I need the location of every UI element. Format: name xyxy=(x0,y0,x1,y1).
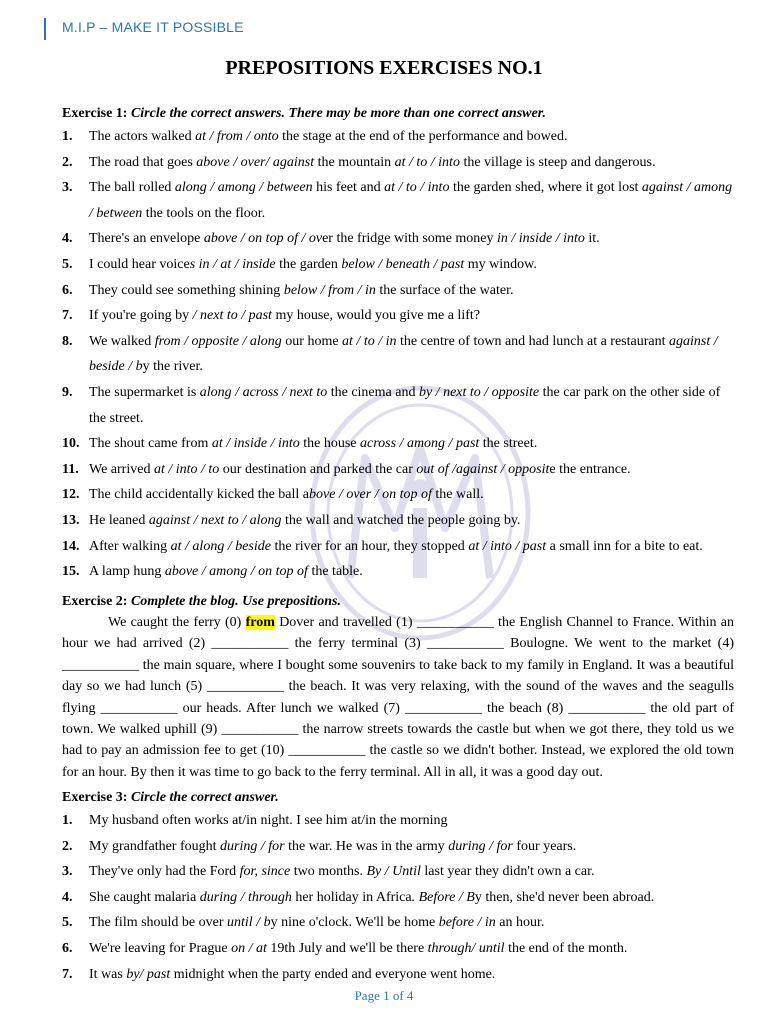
item-number: 4. xyxy=(62,889,73,905)
answer-options[interactable]: from / opposite / along xyxy=(154,333,282,349)
exercise-item xyxy=(62,252,734,278)
answer-options[interactable]: s in / at / inside xyxy=(189,256,276,272)
item-text: He leaned xyxy=(89,512,149,528)
item-text: They've only had the Ford xyxy=(89,864,240,880)
exercise-1-list xyxy=(62,124,734,585)
item-number: 15. xyxy=(62,564,80,580)
exercise-item xyxy=(62,431,734,457)
answer-options[interactable]: below / from / in xyxy=(283,282,376,298)
item-number: 2. xyxy=(62,838,73,854)
answer-options[interactable]: during / for xyxy=(220,838,285,854)
exercise-3-label: Exercise 3: xyxy=(62,790,128,805)
exercise-2-blog-text xyxy=(62,612,734,783)
item-number: 11. xyxy=(62,461,79,477)
item-text: the garden xyxy=(275,256,342,272)
exercise-item xyxy=(62,226,734,252)
answer-options[interactable]: against / among / between xyxy=(89,180,733,221)
exercise-item xyxy=(62,482,734,508)
item-text: They could see something shining xyxy=(89,282,284,298)
answer-options[interactable]: by/ past xyxy=(126,966,171,982)
item-text: We're leaving for Prague xyxy=(89,940,232,956)
answer-options[interactable]: during / for xyxy=(448,838,513,854)
item-text: The road that goes xyxy=(89,154,197,170)
item-number: 9. xyxy=(62,384,73,400)
item-text: the river for an hour, they stopped xyxy=(270,538,469,554)
answer-options[interactable]: at / to / into xyxy=(384,180,450,196)
item-number: 13. xyxy=(62,512,80,528)
item-number: 12. xyxy=(62,487,80,503)
item-text: my window. xyxy=(464,256,537,272)
item-text: the wall. xyxy=(431,487,484,503)
item-text: After walking xyxy=(89,538,171,554)
answer-options[interactable]: at / inside / into xyxy=(211,436,300,452)
blog-body: Dover and travelled (1) ___________ the English Channel to France. Within an hour we had arrived (2) ___________ the ferry terminal (3) ___________ Boulogne. We went to the market (4) ___________ the main square, where I bought some souvenirs to take back to my family in England. It was a beautiful day so we had lunch (5) ___________ the beach. It was very relaxing, with the sound of the waves and the seagulls flying ___________ our heads. After lunch we walked (7) ___________ the beach (8) ___________ the old part of town. We walked uphill (9) ___________ the narrow streets towards the castle but when we got there, they told us we had to pay an admission fee to get (10) ___________ the castle so we didn't bother. Instead, we explored the old town for an hour. By then it was time to go back to the ferry terminal. All in all, it was a good day out. xyxy=(62,615,734,780)
exercise-2-instruction: Complete the blog. Use prepositions. xyxy=(130,594,341,609)
header-accent-bar xyxy=(44,18,46,40)
item-text: the village is steep and dangerous. xyxy=(459,154,656,170)
item-number: 5. xyxy=(62,915,73,931)
exercise-3 xyxy=(62,788,734,987)
answer-options[interactable]: against / next to / along xyxy=(148,512,282,528)
item-text: the cinema and xyxy=(327,384,419,400)
item-number: 3. xyxy=(62,180,73,196)
item-text: the car park on the other side of the street. xyxy=(89,384,721,426)
item-text: er the fridge with some money xyxy=(322,231,498,247)
answer-options[interactable]: By / Until xyxy=(366,864,421,880)
item-text: two months. xyxy=(290,864,367,880)
exercise-1 xyxy=(62,104,734,585)
item-text: The actors walked xyxy=(89,129,196,144)
item-number: 10. xyxy=(62,436,80,452)
item-text: The film should be over xyxy=(89,915,228,931)
answer-options[interactable]: at / into / to xyxy=(153,461,220,477)
exercise-item xyxy=(62,834,734,860)
answer-options[interactable]: across / among / past xyxy=(360,436,480,452)
exercise-1-instruction: Circle the correct answers. There may be more than one correct answer. xyxy=(130,106,546,121)
item-number: 7. xyxy=(62,308,73,324)
answer-options[interactable]: for, since xyxy=(239,864,291,880)
item-text: our home xyxy=(281,333,343,349)
answer-options[interactable]: through/ until xyxy=(427,940,505,956)
answer-options[interactable]: before / in xyxy=(438,915,496,931)
item-text: There's an envelope xyxy=(89,231,204,247)
answer-options[interactable]: against / beside / b xyxy=(89,333,718,375)
item-text: an hour. xyxy=(495,915,545,931)
exercise-item xyxy=(62,859,734,885)
item-text: e the entrance. xyxy=(549,461,631,477)
item-number: 8. xyxy=(62,333,73,349)
exercise-item xyxy=(62,150,734,176)
exercise-1-label: Exercise 1: xyxy=(62,106,128,121)
exercise-1-heading xyxy=(62,104,734,124)
item-number: 1. xyxy=(62,813,73,828)
exercise-item xyxy=(62,329,734,380)
exercise-item xyxy=(62,885,734,911)
item-text: y then, she'd never been abroad. xyxy=(474,889,655,905)
item-text: It was xyxy=(89,966,127,982)
item-text: the centre of town and had lunch at a restaurant xyxy=(396,333,670,349)
item-number: 5. xyxy=(62,256,73,272)
answer-options[interactable]: above / on top of / ov xyxy=(203,231,323,247)
item-text: the tools on the floor. xyxy=(142,205,266,221)
exercise-item xyxy=(62,380,734,431)
exercise-item xyxy=(62,808,734,834)
item-text: I could hear voice xyxy=(89,256,190,272)
item-text: The shout came from xyxy=(89,436,212,452)
answer-options[interactable]: in / inside / into xyxy=(497,231,585,247)
exercise-item xyxy=(62,457,734,483)
item-text: the street. xyxy=(479,436,538,452)
item-text: it. xyxy=(584,231,600,247)
item-text: the wall and watched the people going by. xyxy=(281,512,521,528)
item-text: The child accidentally kicked the ball a xyxy=(89,487,310,503)
item-text: the mountain xyxy=(314,154,395,170)
item-text: my house, would you give me a lift? xyxy=(271,308,480,324)
item-text: 19th July and we'll be there xyxy=(266,940,428,956)
item-text: midnight when the party ended and everyone went home. xyxy=(170,966,496,982)
item-text: We walked xyxy=(89,333,155,349)
exercise-item xyxy=(62,508,734,534)
exercise-item xyxy=(62,559,734,585)
exercise-2 xyxy=(62,592,734,783)
item-text: y nine o'clock. We'll be home xyxy=(270,915,439,931)
item-number: 2. xyxy=(62,154,73,170)
answer-options[interactable]: at / to / into xyxy=(394,154,460,170)
item-text: the table. xyxy=(307,564,363,580)
exercise-item xyxy=(62,936,734,962)
item-number: 14. xyxy=(62,538,80,554)
item-text: A lamp hung xyxy=(89,564,165,580)
item-number: 7. xyxy=(62,966,73,982)
answer-options[interactable]: at / to / in xyxy=(342,333,397,349)
item-text: her holiday in Africa xyxy=(291,889,412,905)
answer-options[interactable]: along / across / next to xyxy=(199,384,328,400)
page-title: PREPOSITIONS EXERCISES NO.1 xyxy=(225,57,543,79)
answer-options[interactable]: at / into / past xyxy=(468,538,547,554)
item-text: We arrived xyxy=(89,461,154,477)
item-text: last year they didn't own a car. xyxy=(420,864,595,880)
item-number: 1. xyxy=(62,129,73,144)
header-brand: M.I.P – MAKE IT POSSIBLE xyxy=(62,19,244,35)
item-text: four years. xyxy=(512,838,577,854)
exercise-3-instruction: Circle the correct answer. xyxy=(130,790,279,805)
item-number: 4. xyxy=(62,231,73,247)
item-text: The supermarket is xyxy=(89,384,200,400)
item-text: the stage at the end of the performance and bowed. xyxy=(278,129,568,144)
exercise-2-label: Exercise 2: xyxy=(62,594,128,609)
exercise-item xyxy=(62,534,734,560)
item-text: y the river. xyxy=(142,359,203,375)
answer-options[interactable]: at / along / beside xyxy=(170,538,271,554)
exercise-3-heading xyxy=(62,788,734,808)
exercise-item xyxy=(62,175,734,226)
item-text: The ball rolled xyxy=(89,180,175,196)
item-number: 6. xyxy=(62,282,73,298)
item-text: the surface of the water. xyxy=(375,282,514,298)
answer-options[interactable]: during / through xyxy=(199,889,292,905)
item-number: 3. xyxy=(62,864,73,880)
item-number: 6. xyxy=(62,940,73,956)
answer-options[interactable]: below / beneath / past xyxy=(341,256,465,272)
item-text: the house xyxy=(299,436,361,452)
answer-options[interactable]: above / among / on top of xyxy=(164,564,308,580)
answer-options[interactable]: until / b xyxy=(227,915,271,931)
exercise-item xyxy=(62,124,734,150)
answer-options[interactable]: on / at xyxy=(231,940,267,956)
exercise-3-list xyxy=(62,808,734,987)
item-text: the war. He was in the army xyxy=(284,838,449,854)
exercise-item xyxy=(62,303,734,329)
blog-intro: We caught the ferry (0) xyxy=(108,615,246,630)
exercise-item xyxy=(62,962,734,988)
item-text: She caught malaria xyxy=(89,889,200,905)
exercise-item xyxy=(62,910,734,936)
exercise-2-heading xyxy=(62,592,734,612)
item-text: a small inn for a bite to eat. xyxy=(546,538,703,554)
item-text: If you're going by xyxy=(89,308,193,324)
item-text: the garden shed, where it got lost xyxy=(449,180,642,196)
answer-options[interactable]: . Before / B xyxy=(411,889,475,905)
answer-options[interactable]: out of /against / opposit xyxy=(416,461,550,477)
answer-options[interactable]: / next to / past xyxy=(192,308,272,324)
item-text: his feet and xyxy=(312,180,385,196)
answer-options[interactable]: above / over/ against xyxy=(196,154,315,170)
answer-options[interactable]: bove / over / on top of xyxy=(309,487,432,503)
item-text: our destination and parked the car xyxy=(219,461,417,477)
exercise-item xyxy=(62,278,734,304)
answer-options[interactable]: by / next to / opposite xyxy=(418,384,540,400)
answer-options[interactable]: along / among / between xyxy=(174,180,313,196)
item-text: My grandfather fought xyxy=(89,838,221,854)
item-text: the end of the month. xyxy=(504,940,628,956)
item-text: My husband often works at/in night. I see him at/in the morning xyxy=(89,813,448,828)
page-number: Page 1 of 4 xyxy=(354,988,414,1003)
answer-options[interactable]: at / from / onto xyxy=(195,129,279,144)
example-answer-highlight: from xyxy=(245,615,275,630)
